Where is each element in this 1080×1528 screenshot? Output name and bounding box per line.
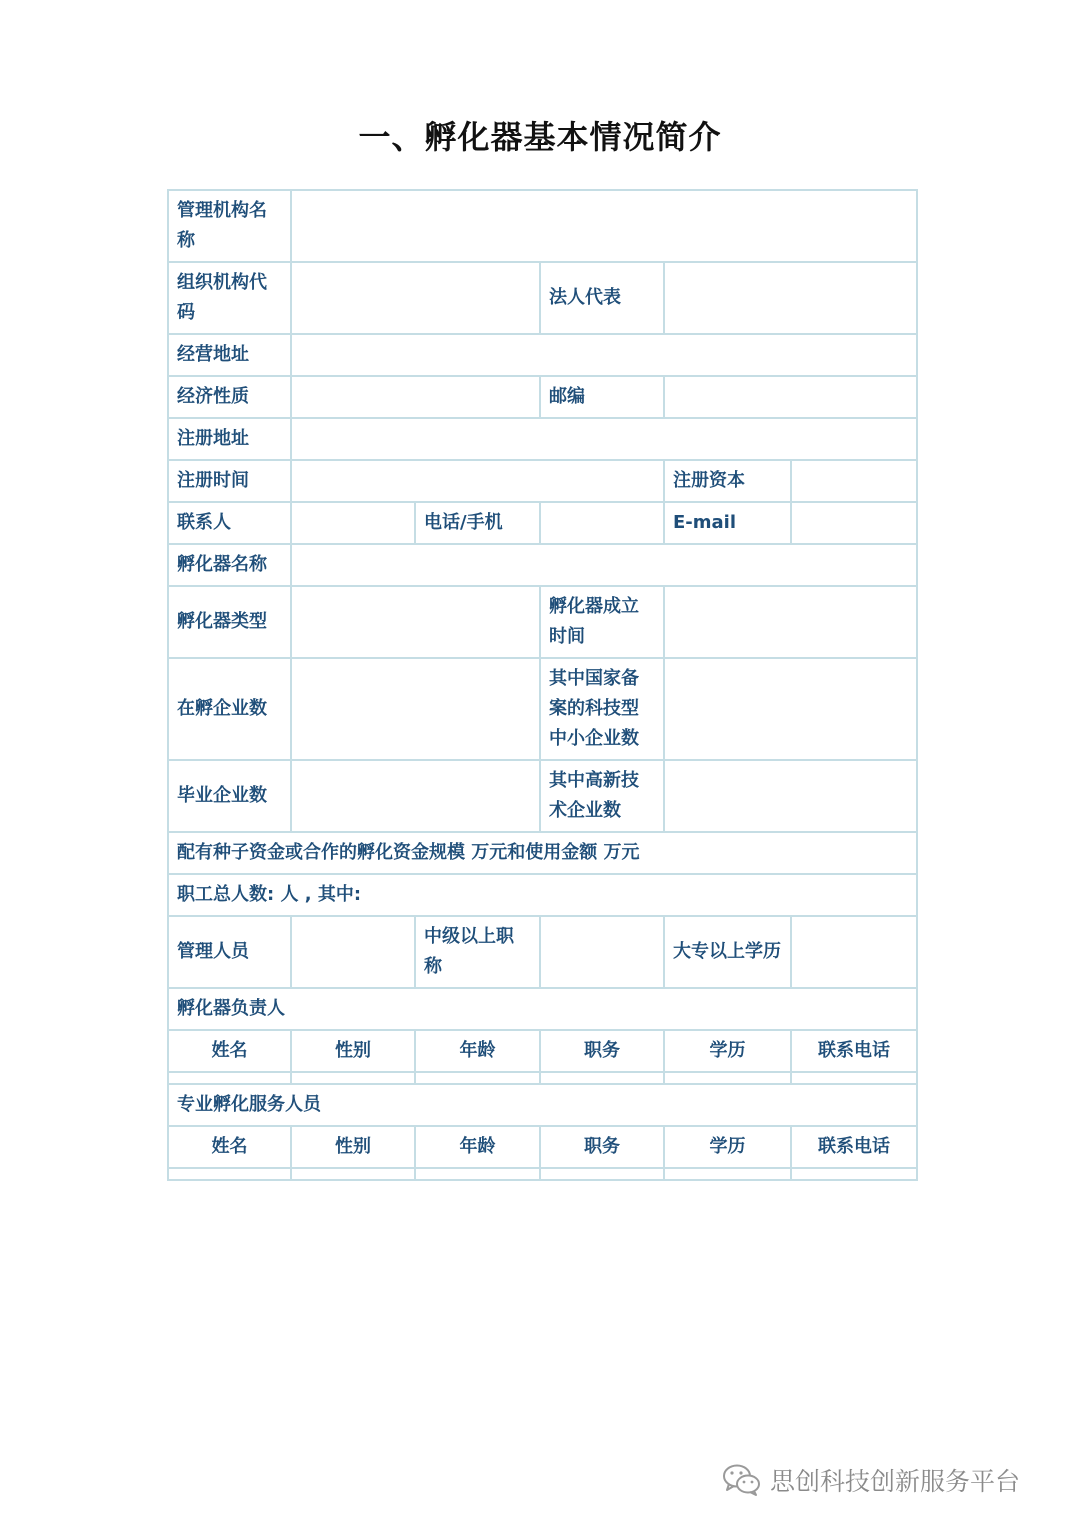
label-mid-title: 中级以上职称 bbox=[415, 916, 540, 988]
value-reg-capital[interactable] bbox=[791, 460, 917, 502]
watermark bbox=[722, 1460, 1020, 1500]
staff-header-position: 职务 bbox=[540, 1126, 664, 1168]
leader-header-position: 职务 bbox=[540, 1030, 664, 1072]
value-phone[interactable] bbox=[540, 502, 664, 544]
value-business-addr[interactable] bbox=[291, 334, 917, 376]
staff-cell-education[interactable] bbox=[664, 1168, 791, 1180]
leader-cell-education[interactable] bbox=[664, 1072, 791, 1084]
staff-header-gender: 性别 bbox=[291, 1126, 415, 1168]
leader-cell-phone[interactable] bbox=[791, 1072, 917, 1084]
staff-cell-age[interactable] bbox=[415, 1168, 540, 1180]
leader-header-phone: 联系电话 bbox=[791, 1030, 917, 1072]
label-email: E-mail bbox=[664, 502, 791, 544]
seed-fund-row: 配有种子资金或合作的孵化资金规模 万元和使用金额 万元 bbox=[168, 832, 917, 874]
value-reg-time[interactable] bbox=[291, 460, 664, 502]
staff-header-name: 姓名 bbox=[168, 1126, 291, 1168]
incubator-leader-section: 孵化器负责人 bbox=[168, 988, 917, 1030]
staff-header-age: 年龄 bbox=[415, 1126, 540, 1168]
label-graduated: 毕业企业数 bbox=[168, 760, 291, 832]
label-mgmt-org-name: 管理机构名称 bbox=[168, 190, 291, 262]
label-established: 孵化器成立时间 bbox=[540, 586, 664, 658]
value-graduated[interactable] bbox=[291, 760, 540, 832]
staff-header-phone: 联系电话 bbox=[791, 1126, 917, 1168]
staff-header-education: 学历 bbox=[664, 1126, 791, 1168]
leader-header-age: 年龄 bbox=[415, 1030, 540, 1072]
leader-cell-age[interactable] bbox=[415, 1072, 540, 1084]
label-phone: 电话/手机 bbox=[415, 502, 540, 544]
label-reg-time: 注册时间 bbox=[168, 460, 291, 502]
leader-cell-gender[interactable] bbox=[291, 1072, 415, 1084]
leader-cell-name[interactable] bbox=[168, 1072, 291, 1084]
staff-cell-name[interactable] bbox=[168, 1168, 291, 1180]
value-incubator-type[interactable] bbox=[291, 586, 540, 658]
staff-cell-phone[interactable] bbox=[791, 1168, 917, 1180]
watermark-text: 思创科技创新服务平台 bbox=[770, 1467, 1021, 1496]
value-org-code[interactable] bbox=[291, 262, 540, 334]
value-econ-nature[interactable] bbox=[291, 376, 540, 418]
professional-staff-section: 专业孵化服务人员 bbox=[168, 1084, 917, 1126]
value-managers[interactable] bbox=[291, 916, 415, 988]
page-title: 一、孵化器基本情况简介 bbox=[358, 118, 722, 156]
label-managers: 管理人员 bbox=[168, 916, 291, 988]
staff-cell-position[interactable] bbox=[540, 1168, 664, 1180]
staff-total-row: 职工总人数: 人 , 其中: bbox=[168, 874, 917, 916]
leader-header-education: 学历 bbox=[664, 1030, 791, 1072]
value-legal-rep[interactable] bbox=[664, 262, 917, 334]
value-college[interactable] bbox=[791, 916, 917, 988]
value-in-incubation[interactable] bbox=[291, 658, 540, 760]
label-reg-capital: 注册资本 bbox=[664, 460, 791, 502]
value-contact[interactable] bbox=[291, 502, 415, 544]
leader-cell-position[interactable] bbox=[540, 1072, 664, 1084]
value-established[interactable] bbox=[664, 586, 917, 658]
value-postcode[interactable] bbox=[664, 376, 917, 418]
value-mgmt-org-name[interactable] bbox=[291, 190, 917, 262]
value-email[interactable] bbox=[791, 502, 917, 544]
label-high-tech: 其中高新技术企业数 bbox=[540, 760, 664, 832]
label-reg-addr: 注册地址 bbox=[168, 418, 291, 460]
label-legal-rep: 法人代表 bbox=[540, 262, 664, 334]
label-incubator-name: 孵化器名称 bbox=[168, 544, 291, 586]
label-college: 大专以上学历 bbox=[664, 916, 791, 988]
value-high-tech[interactable] bbox=[664, 760, 917, 832]
leader-header-gender: 性别 bbox=[291, 1030, 415, 1072]
value-incubator-name[interactable] bbox=[291, 544, 917, 586]
label-registered-sme: 其中国家备案的科技型中小企业数 bbox=[540, 658, 664, 760]
value-mid-title[interactable] bbox=[540, 916, 664, 988]
leader-header-name: 姓名 bbox=[168, 1030, 291, 1072]
value-reg-addr[interactable] bbox=[291, 418, 917, 460]
incubator-info-table bbox=[167, 189, 918, 1181]
label-contact: 联系人 bbox=[168, 502, 291, 544]
label-econ-nature: 经济性质 bbox=[168, 376, 291, 418]
label-org-code: 组织机构代码 bbox=[168, 262, 291, 334]
label-incubator-type: 孵化器类型 bbox=[168, 586, 291, 658]
staff-cell-gender[interactable] bbox=[291, 1168, 415, 1180]
label-in-incubation: 在孵企业数 bbox=[168, 658, 291, 760]
label-business-addr: 经营地址 bbox=[168, 334, 291, 376]
label-postcode: 邮编 bbox=[540, 376, 664, 418]
value-registered-sme[interactable] bbox=[664, 658, 917, 760]
wechat-icon bbox=[722, 1463, 762, 1497]
